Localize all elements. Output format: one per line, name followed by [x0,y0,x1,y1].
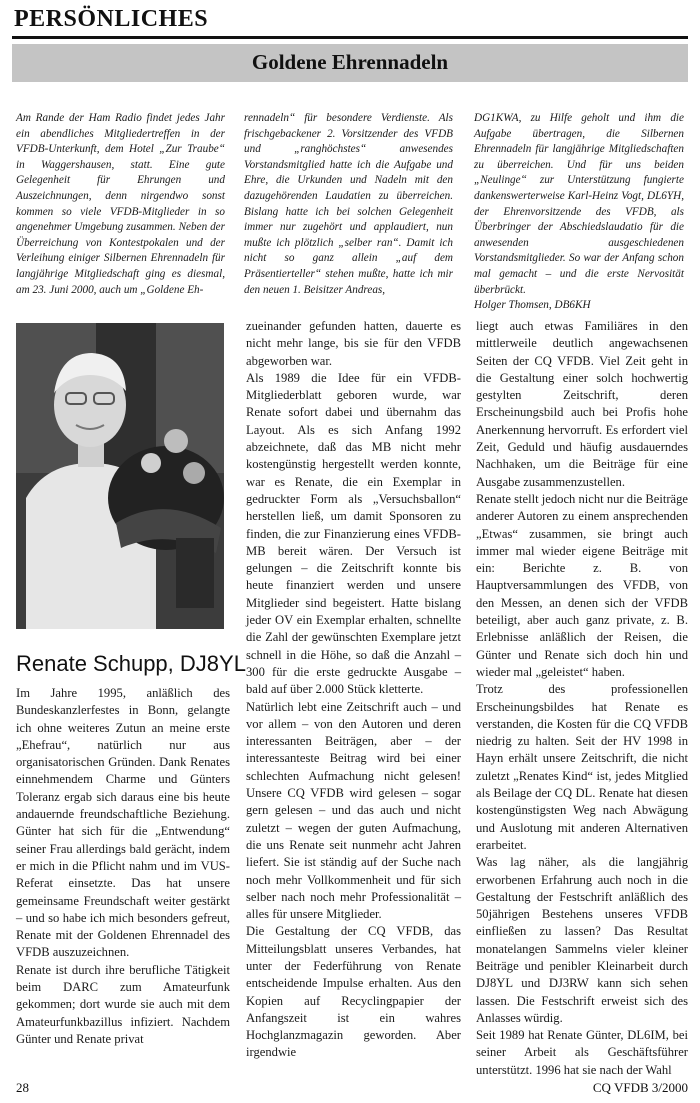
intro-paragraph: Am Rande der Ham Radio findet jedes Jahr ein abendliches Mitgliedertreffen in der VFDB-Unterkunft, dem Hotel „Zur Traube“ in Waggershausen, statt. Eine gute Gelegenheit für Ehrungen und Auszeichnungen, denn nirgendwo sonst kommen so viele VFDB-Mitglieder in so angenehmer Umgebung zusammen. Neben der Überreichung von Kontestpokalen und der Verleihung einiger Silbernen Ehrennadeln für langjährige Mitgliedschaft ging es diesmal, am 23. Juni 2000, auch um „Goldene Eh- [16,112,225,296]
body-column-3 [476,318,688,1079]
intro-column-3 [474,111,684,314]
body-column-1 [16,685,230,1048]
intro-paragraph: DG1KWA, zu Hilfe geholt und ihm die Aufgabe übertragen, die Silbernen Ehrennadeln für langjährige Mitgliedschaften zu überreichen. Und für uns beiden „Neulinge“ zur Unterstützung fungierte dankenswerterweise Karl-Heinz Vogt, DL6YH, der Ehrenvorsitzende des VFDB, als Überbringer der Abschiedslaudatio für die anwesenden ausgeschiedenen Vorstandsmitglieder. So war der Anfang schon mal gemacht – und die erste Nervosität überbrückt. [474,112,684,296]
intro-signature: Holger Thomsen, DB6KH [474,299,591,312]
body-column-2 [246,318,461,1062]
page-number: 28 [16,1080,29,1095]
body-paragraph: Natürlich lebt eine Zeitschrift auch – und vor allem – von den Autoren und deren interessanten Beiträgen, aber – der interessanteste Beitrag wird bei einer schlechten Aufmachung nicht gelesen! Unsere CQ VFDB wird gelesen – sogar gern gelesen – und das auch und nicht zuletzt – wegen der guten Aufmachung, die uns Renate seit nunmehr acht Jahren liefert. Sie ist ständig auf der Suche nach noch mehr Vollkommenheit und für sich selber nach noch mehr Professionalität – alles für unsere Mitglieder. [246,699,461,922]
top-rule [12,36,688,39]
body-paragraph: Seit 1989 hat Renate Günter, DL6IM, bei seiner Arbeit als Geschäftsführer unterstützt. 1996 hat sie nach der Wahl [476,1028,688,1077]
intro-paragraph: rennadeln“ für besondere Verdienste. Als frischgebackener 2. Vorsitzender des VFDB und „ranghöchstes“ anwesendes Vorstandsmitglied hatte ich die Aufgabe und Ehre, die Urkunden und Nadeln mit den dazugehörenden Laudatien zu überreichen. Bislang hatte ich bei solchen Gelegenheit immer nur zugehört und applaudiert, nun mußte ich plötzlich „selber ran“. Damit ich nicht so ganz allein „auf dem Präsentierteller“ stehen mußte, hatte ich mir den neuen 1. Beisitzer Andreas, [244,112,453,296]
body-paragraph: Renate stellt jedoch nicht nur die Beiträge anderer Autoren zu einem ansprechenden „Etwas“ zusammen, sie bringt auch immer mal wieder eigene Beiträge mit ein: Berichte z. B. von Hauptversammlungen des VFDB, von den Messen, an denen sich der VFDB beteiligt, aber auch ganz private, z. B. Erlebnisse anläßlich der Reisen, die Günter und Renate sich doch hin und wieder mal „geleistet“ haben. [476,491,688,679]
body-paragraph: Die Gestaltung der CQ VFDB, das Mitteilungsblatt unseres Verbandes, hat unter der Federführung von Renate entscheidende Impulse erhalten. Aus den Kopien auf Recyclingpapier der Anfangszeit ist ein wahres Hochglanzmagazin geworden. Aber irgendwie [246,924,461,1060]
portrait-illustration [16,323,224,629]
intro-column-2 [244,111,453,298]
body-paragraph: Als 1989 die Idee für ein VFDB-Mitgliederblatt geboren wurde, war Renate sofort dabei und übernahm das Layout. Als es sich Anfang 1992 abzeichnete, daß das MB nicht mehr kostengünstig hergestellt werden konnte, war es Renate, die ein Exemplar in gedruckter Form als „Versuchsballon“ herstellen ließ, um damit Sponsoren zu finden, die zur Finanzierung eines VFDB-MB bereit wären. Der Versuch ist gelungen – die Zeitschrift konnte bis heute finanziert werden und unsere Mitglieder sind begeistert. Hatte bislang jeder OV ein Exemplar erhalten, schnellte die Zahl der gewünschten Exemplare jetzt schnell in die Höhe, so daß die Anzahl – 300 für die erste gedruckte Ausgabe – bald auf über 2.000 Stück kletterte. [246,370,461,697]
photo-caption: Renate Schupp, DJ8YL [16,651,246,676]
body-paragraph: liegt auch etwas Familiäres in den mittlerweile deutlich angewachsenen Seiten der CQ VFDB. Viel Zeit geht in die Gestaltung einer solch hochwertig gestylten Zeitschrift, deren Erscheinungsbild auch bei Profis hohe Anerkennung hervorruft. Es erfordert viel Zeit, Geduld und häufig ausdauerndes Nachhaken, um die Beiträge für eine Ausgabe zusammenzustellen. [476,319,688,489]
body-paragraph: Was lag näher, als die langjährig erworbenen Erfahrung auch noch in die Gestaltung der Festschrift anläßlich des 50jährigen Bestehens unseres VFDB einfließen zu lassen? Das Resultat monatelangen Sammelns vieler kleiner Beiträge und penibler Kleinarbeit durch DJ8YL und DJ3RW kann sich sehen lassen. Die Festschrift erweist sich des Anlasses würdig. [476,855,688,1025]
body-paragraph: Im Jahre 1995, anläßlich des Bundeskanzlerfestes in Bonn, gelangte ich ohne weiteres Zutun an meine erste „Ehefrau“, natürlich nur aus organisatorischen Gründen. Dank Renates einnehmendem Charme und Günters Toleranz ergab sich daraus eine bis heute andauernde freundschaftliche Beziehung. Günter hat sich für die „Entwendung“ seiner Frau allerdings bald gerächt, indem er mich in die Pflicht nahm und im VUS-Referat einsetzte. Das hat unsere gemeinsame Freundschaft weiter gestärkt – und so habe ich mich besonders gefreut, Renate mit der Goldenen Ehrennadel des VFDB auszuzeichnen. [16,686,230,960]
issue-label: CQ VFDB 3/2000 [592,1080,688,1095]
body-paragraph: zueinander gefunden hatten, dauerte es nicht mehr lange, bis sie für den VFDB abgeworben war. [246,319,461,368]
intro-column-1 [16,111,225,298]
portrait-photo [16,323,224,629]
body-paragraph: Trotz des professionellen Erscheinungsbildes hat Renate es verstanden, die Kosten für die CQ VFDB niedrig zu halten. Seit der HV 1998 in Hayn erhält unsere Zeitschrift, die nicht zuletzt „Renates Kind“ ist, jedes Mitglied als Beilage der CQ DL. Renate hat diesen kostengünstigsten Weg nach Abwägung und Auslotung mit anderen Alternativen erarbeitet. [476,682,688,852]
article-title: Goldene Ehrennadeln [251,50,449,74]
title-banner [12,44,688,82]
section-title: PERSÖNLICHES [14,6,209,32]
body-paragraph: Renate ist durch ihre berufliche Tätigkeit beim DARC zum Amateurfunk gekommen; dort wurde sie auch mit dem Amateurfunkbazillus infiziert. Nachdem Günter und Renate privat [16,962,230,1046]
